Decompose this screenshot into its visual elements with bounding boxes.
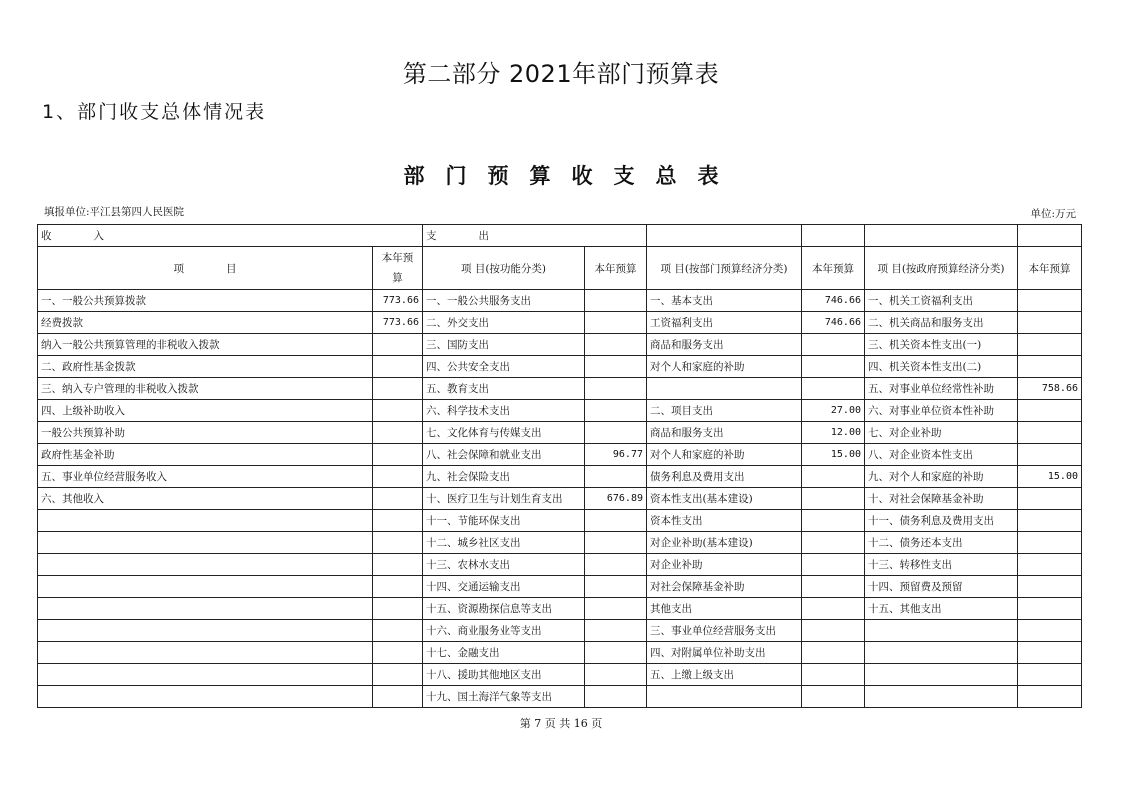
- income-item-cell: [38, 554, 373, 576]
- func-budget-cell: 96.77: [585, 444, 647, 466]
- table-row: [38, 686, 1082, 708]
- gov-budget-cell: [1018, 642, 1082, 664]
- income-item-cell: 四、上级补助收入: [38, 400, 373, 422]
- func-budget-cell: [585, 312, 647, 334]
- income-item-cell: 二、政府性基金拨款: [38, 356, 373, 378]
- gov-budget-cell: [1018, 290, 1082, 312]
- dept-budget-cell: [802, 642, 865, 664]
- income-budget-cell: [373, 532, 423, 554]
- func-item-cell: 一、一般公共服务支出: [423, 290, 585, 312]
- table-row: [38, 422, 1082, 444]
- header-row-group: [38, 225, 1082, 247]
- table-row: [38, 620, 1082, 642]
- gov-budget-cell: [1018, 334, 1082, 356]
- income-budget-cell: [373, 510, 423, 532]
- func-item-cell: 三、国防支出: [423, 334, 585, 356]
- gov-item-header: 项 目(按政府预算经济分类): [865, 247, 1018, 290]
- dept-budget-cell: [802, 664, 865, 686]
- dept-item-cell: 资本性支出: [647, 510, 802, 532]
- gov-budget-cell: [1018, 532, 1082, 554]
- income-budget-cell: [373, 598, 423, 620]
- income-item-cell: 政府性基金补助: [38, 444, 373, 466]
- empty-header-cell: [865, 225, 1018, 247]
- dept-budget-cell: [802, 488, 865, 510]
- dept-budget-cell: [802, 510, 865, 532]
- table-row: [38, 466, 1082, 488]
- gov-budget-cell: [1018, 686, 1082, 708]
- dept-budget-cell: 12.00: [802, 422, 865, 444]
- func-item-header: 项 目(按功能分类): [423, 247, 585, 290]
- func-budget-cell: [585, 620, 647, 642]
- dept-item-cell: 一、基本支出: [647, 290, 802, 312]
- income-item-cell: 六、其他收入: [38, 488, 373, 510]
- income-budget-cell: [373, 422, 423, 444]
- header-row-columns: [38, 247, 1082, 290]
- page-footer: 第 7 页 共 16 页: [519, 717, 603, 730]
- gov-item-cell: 一、机关工资福利支出: [865, 290, 1018, 312]
- dept-item-cell: 其他支出: [647, 598, 802, 620]
- table-row: [38, 598, 1082, 620]
- func-item-cell: 六、科学技术支出: [423, 400, 585, 422]
- func-item-cell: 十四、交通运输支出: [423, 576, 585, 598]
- income-item-cell: [38, 576, 373, 598]
- table-row: [38, 334, 1082, 356]
- gov-item-cell: 七、对企业补助: [865, 422, 1018, 444]
- budget-header: [373, 247, 423, 290]
- gov-item-cell: 十三、转移性支出: [865, 554, 1018, 576]
- table-body: [38, 225, 1082, 708]
- gov-budget-cell: [1018, 620, 1082, 642]
- func-item-cell: 十二、城乡社区支出: [423, 532, 585, 554]
- income-item-cell: 纳入一般公共预算管理的非税收入拨款: [38, 334, 373, 356]
- item-header: 项 目: [38, 247, 373, 290]
- empty-header-cell: [647, 225, 802, 247]
- func-budget-cell: [585, 290, 647, 312]
- dept-item-cell: 对企业补助(基本建设): [647, 532, 802, 554]
- income-budget-cell: 773.66: [373, 290, 423, 312]
- dept-budget-cell: 746.66: [802, 290, 865, 312]
- dept-item-cell: 对个人和家庭的补助: [647, 444, 802, 466]
- income-item-cell: 一般公共预算补助: [38, 422, 373, 444]
- income-budget-cell: [373, 642, 423, 664]
- table-row: [38, 576, 1082, 598]
- dept-budget-cell: [802, 378, 865, 400]
- func-item-cell: 二、外交支出: [423, 312, 585, 334]
- func-budget-cell: [585, 576, 647, 598]
- income-budget-cell: [373, 378, 423, 400]
- table-row: [38, 488, 1082, 510]
- gov-item-cell: 六、对事业单位资本性补助: [865, 400, 1018, 422]
- gov-budget-cell: [1018, 444, 1082, 466]
- gov-budget-cell: [1018, 422, 1082, 444]
- dept-item-cell: 对个人和家庭的补助: [647, 356, 802, 378]
- budget-header-line1: 本年预: [381, 252, 414, 264]
- func-budget-cell: [585, 664, 647, 686]
- empty-header-cell: [1018, 225, 1082, 247]
- gov-budget-header: 本年预算: [1018, 247, 1082, 290]
- fill-unit-label: 填报单位:平江县第四人民医院: [44, 206, 185, 218]
- table-row: [38, 400, 1082, 422]
- income-budget-cell: [373, 400, 423, 422]
- table-row: [38, 532, 1082, 554]
- table-title: 部门预算收支总表: [403, 164, 740, 188]
- dept-item-cell: 三、事业单位经营服务支出: [647, 620, 802, 642]
- func-budget-cell: 676.89: [585, 488, 647, 510]
- income-item-cell: [38, 532, 373, 554]
- gov-item-cell: [865, 664, 1018, 686]
- func-item-cell: 十八、援助其他地区支出: [423, 664, 585, 686]
- dept-item-cell: 债务利息及费用支出: [647, 466, 802, 488]
- gov-item-cell: 二、机关商品和服务支出: [865, 312, 1018, 334]
- gov-item-cell: 十二、债务还本支出: [865, 532, 1018, 554]
- empty-header-cell: [802, 225, 865, 247]
- income-budget-cell: [373, 466, 423, 488]
- gov-budget-cell: [1018, 510, 1082, 532]
- income-budget-cell: [373, 576, 423, 598]
- gov-item-cell: 十五、其他支出: [865, 598, 1018, 620]
- func-item-cell: 五、教育支出: [423, 378, 585, 400]
- dept-budget-cell: 27.00: [802, 400, 865, 422]
- gov-budget-cell: 758.66: [1018, 378, 1082, 400]
- gov-budget-cell: [1018, 356, 1082, 378]
- income-budget-cell: [373, 488, 423, 510]
- dept-budget-cell: [802, 466, 865, 488]
- section-title: 1、部门收支总体情况表: [42, 101, 267, 123]
- func-budget-cell: [585, 378, 647, 400]
- func-item-cell: 十九、国土海洋气象等支出: [423, 686, 585, 708]
- table-row: [38, 642, 1082, 664]
- income-item-cell: 三、纳入专户管理的非税收入拨款: [38, 378, 373, 400]
- income-budget-cell: 773.66: [373, 312, 423, 334]
- expense-header: 支 出: [423, 225, 647, 247]
- dept-item-cell: 资本性支出(基本建设): [647, 488, 802, 510]
- budget-summary-table: [37, 224, 1082, 708]
- dept-item-cell: 商品和服务支出: [647, 422, 802, 444]
- func-item-cell: 四、公共安全支出: [423, 356, 585, 378]
- func-budget-cell: [585, 334, 647, 356]
- dept-item-cell: [647, 378, 802, 400]
- gov-budget-cell: [1018, 488, 1082, 510]
- table-row: [38, 290, 1082, 312]
- gov-item-cell: 十一、债务利息及费用支出: [865, 510, 1018, 532]
- func-item-cell: 十、医疗卫生与计划生育支出: [423, 488, 585, 510]
- table-row: [38, 444, 1082, 466]
- func-budget-cell: [585, 510, 647, 532]
- income-item-cell: 经费拨款: [38, 312, 373, 334]
- income-item-cell: [38, 598, 373, 620]
- dept-item-cell: 对企业补助: [647, 554, 802, 576]
- gov-item-cell: 五、对事业单位经常性补助: [865, 378, 1018, 400]
- income-item-cell: [38, 510, 373, 532]
- income-item-cell: [38, 620, 373, 642]
- income-header: 收 入: [38, 225, 423, 247]
- func-item-cell: 十七、金融支出: [423, 642, 585, 664]
- table-row: [38, 510, 1082, 532]
- func-budget-cell: [585, 356, 647, 378]
- income-budget-cell: [373, 356, 423, 378]
- dept-item-header: 项 目(按部门预算经济分类): [647, 247, 802, 290]
- income-item-cell: [38, 642, 373, 664]
- part-title: 第二部分 2021年部门预算表: [402, 60, 720, 88]
- income-budget-cell: [373, 554, 423, 576]
- dept-budget-cell: 746.66: [802, 312, 865, 334]
- income-item-cell: [38, 686, 373, 708]
- dept-item-cell: 四、对附属单位补助支出: [647, 642, 802, 664]
- gov-budget-cell: [1018, 400, 1082, 422]
- gov-budget-cell: [1018, 598, 1082, 620]
- dept-budget-cell: [802, 598, 865, 620]
- dept-item-cell: 工资福利支出: [647, 312, 802, 334]
- income-budget-cell: [373, 334, 423, 356]
- func-budget-cell: [585, 598, 647, 620]
- table-row: [38, 312, 1082, 334]
- func-budget-header: 本年预算: [585, 247, 647, 290]
- gov-item-cell: [865, 686, 1018, 708]
- income-item-cell: [38, 664, 373, 686]
- income-item-cell: 五、事业单位经营服务收入: [38, 466, 373, 488]
- table-row: [38, 664, 1082, 686]
- gov-item-cell: 四、机关资本性支出(二): [865, 356, 1018, 378]
- gov-item-cell: [865, 620, 1018, 642]
- func-budget-cell: [585, 422, 647, 444]
- gov-budget-cell: [1018, 554, 1082, 576]
- func-budget-cell: [585, 466, 647, 488]
- func-item-cell: 七、文化体育与传媒支出: [423, 422, 585, 444]
- dept-budget-cell: [802, 334, 865, 356]
- unit-label: 单位:万元: [1030, 208, 1076, 220]
- gov-item-cell: 十、对社会保障基金补助: [865, 488, 1018, 510]
- dept-item-cell: 二、项目支出: [647, 400, 802, 422]
- gov-budget-cell: [1018, 664, 1082, 686]
- dept-budget-cell: [802, 356, 865, 378]
- gov-item-cell: 三、机关资本性支出(一): [865, 334, 1018, 356]
- gov-budget-cell: [1018, 312, 1082, 334]
- income-budget-cell: [373, 686, 423, 708]
- func-item-cell: 十五、资源勘探信息等支出: [423, 598, 585, 620]
- dept-budget-cell: [802, 620, 865, 642]
- gov-item-cell: 十四、预留费及预留: [865, 576, 1018, 598]
- func-budget-cell: [585, 642, 647, 664]
- func-budget-cell: [585, 532, 647, 554]
- budget-header-line2: 算: [392, 272, 403, 284]
- dept-item-cell: 商品和服务支出: [647, 334, 802, 356]
- income-item-cell: 一、一般公共预算拨款: [38, 290, 373, 312]
- func-item-cell: 十一、节能环保支出: [423, 510, 585, 532]
- income-budget-cell: [373, 664, 423, 686]
- income-budget-cell: [373, 620, 423, 642]
- gov-budget-cell: [1018, 576, 1082, 598]
- dept-budget-header: 本年预算: [802, 247, 865, 290]
- dept-budget-cell: [802, 576, 865, 598]
- income-budget-cell: [373, 444, 423, 466]
- dept-budget-cell: 15.00: [802, 444, 865, 466]
- func-budget-cell: [585, 554, 647, 576]
- gov-item-cell: [865, 642, 1018, 664]
- gov-budget-cell: 15.00: [1018, 466, 1082, 488]
- func-item-cell: 十三、农林水支出: [423, 554, 585, 576]
- dept-budget-cell: [802, 554, 865, 576]
- dept-budget-cell: [802, 686, 865, 708]
- func-budget-cell: [585, 686, 647, 708]
- gov-item-cell: 九、对个人和家庭的补助: [865, 466, 1018, 488]
- dept-budget-cell: [802, 532, 865, 554]
- dept-item-cell: 对社会保障基金补助: [647, 576, 802, 598]
- dept-item-cell: [647, 686, 802, 708]
- table-row: [38, 554, 1082, 576]
- func-item-cell: 九、社会保险支出: [423, 466, 585, 488]
- func-item-cell: 十六、商业服务业等支出: [423, 620, 585, 642]
- dept-item-cell: 五、上缴上级支出: [647, 664, 802, 686]
- func-item-cell: 八、社会保障和就业支出: [423, 444, 585, 466]
- table-row: [38, 378, 1082, 400]
- func-budget-cell: [585, 400, 647, 422]
- table-row: [38, 356, 1082, 378]
- gov-item-cell: 八、对企业资本性支出: [865, 444, 1018, 466]
